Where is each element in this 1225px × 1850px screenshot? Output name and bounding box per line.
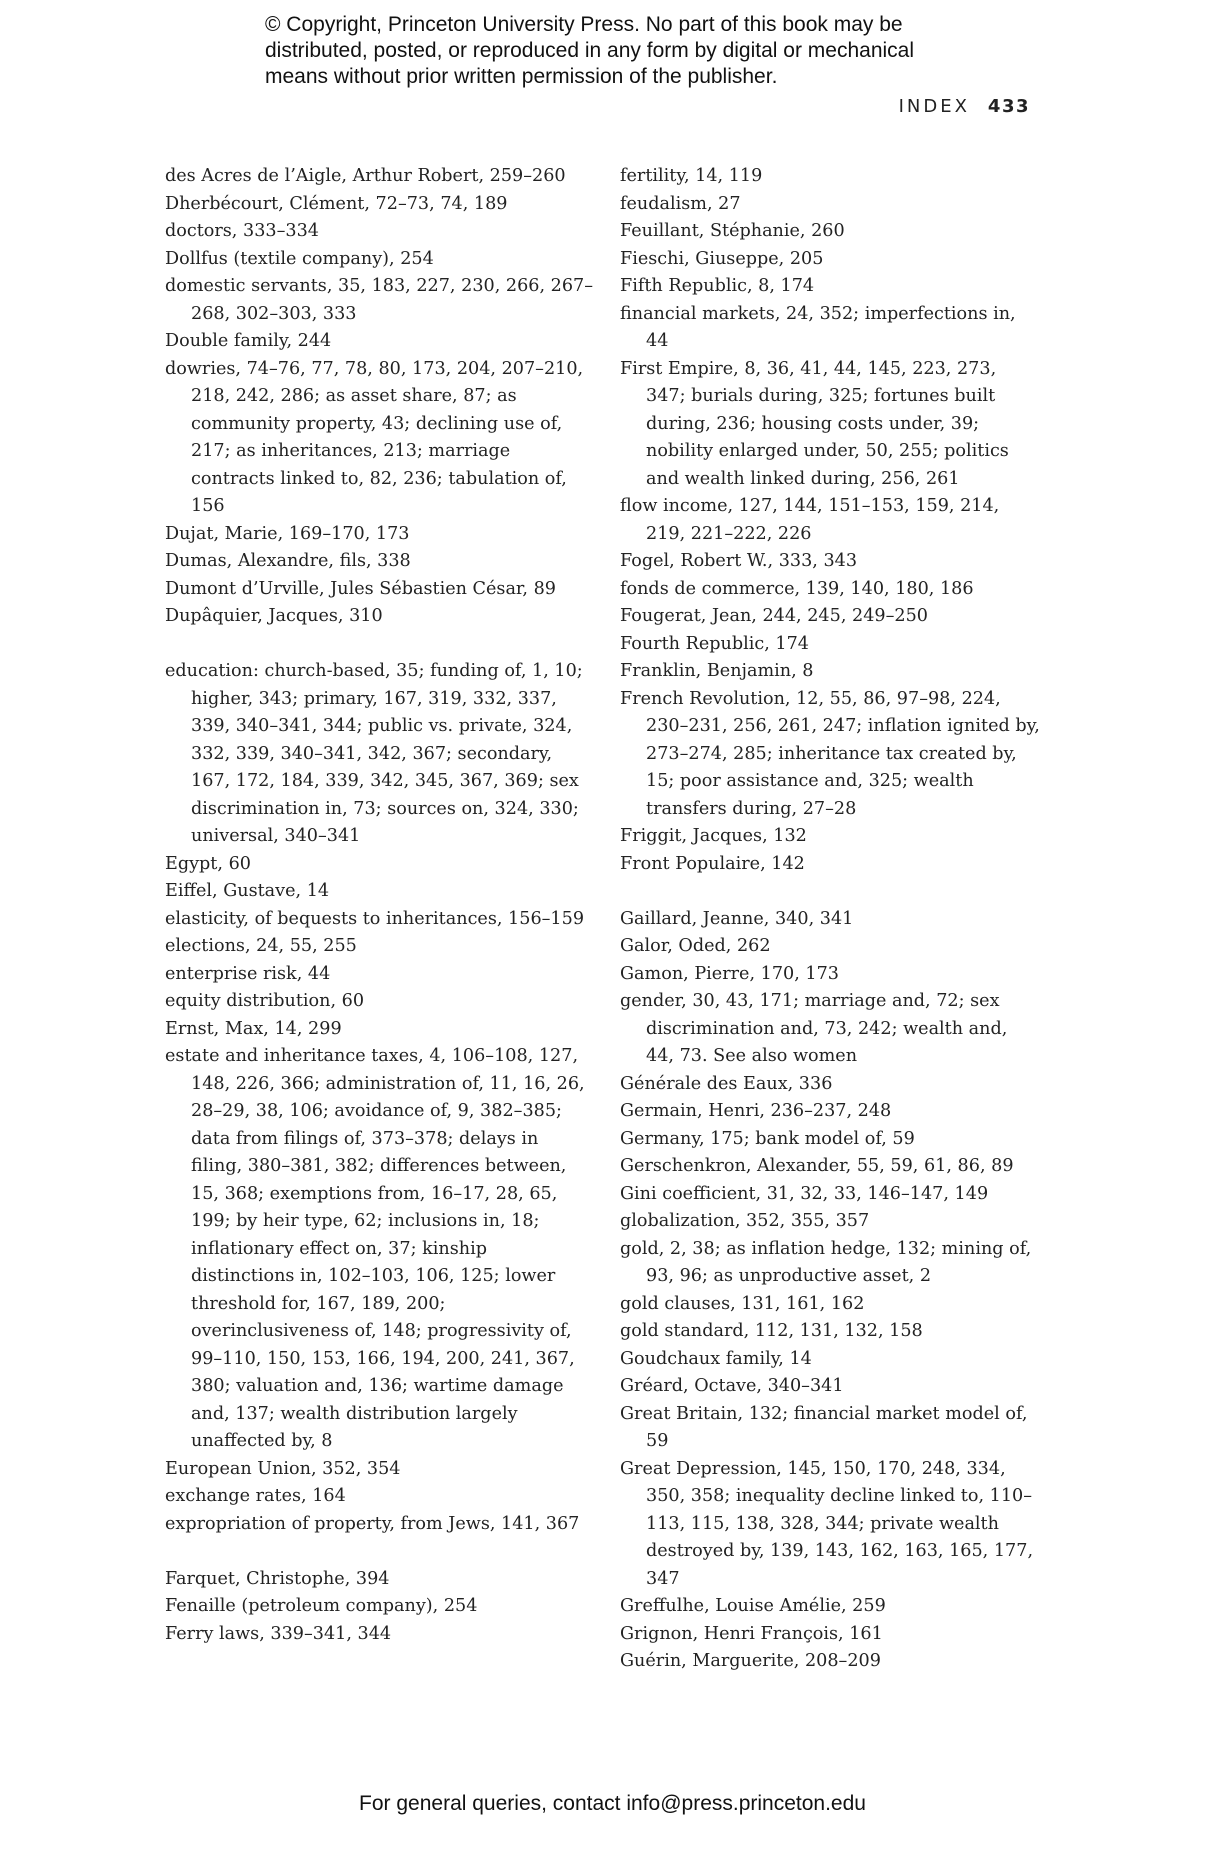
index-entry: Grignon, Henri François, 161 — [620, 1623, 883, 1644]
index-entry: enterprise risk, 44 — [165, 963, 331, 984]
footer-contact: For general queries, contact info@press.princeton.edu — [359, 1792, 866, 1815]
index-entry: Guérin, Marguerite, 208–209 — [620, 1651, 881, 1671]
index-entry: fonds de commerce, 139, 140, 180, 186 — [620, 578, 974, 599]
index-entry: Gerschenkron, Alexander, 55, 59, 61, 86, 89 — [620, 1156, 1014, 1176]
index-entry: Gini coefficient, 31, 32, 33, 146–147, 149 — [620, 1183, 989, 1204]
index-entry: elections, 24, 55, 255 — [165, 936, 357, 956]
index-entry: Dupâquier, Jacques, 310 — [165, 606, 383, 626]
index-entry: First Empire, 8, 36, 41, 44, 145, 223, 273, 347; burials during, 325; fortunes built during, 236; housing costs under, 39; nobility enlarged under, 50, 255; politics and wealth linked during, 256, 261 — [620, 358, 1009, 489]
index-entry: Générale des Eaux, 336 — [620, 1073, 833, 1094]
running-head — [0, 96, 1030, 117]
index-entry: feudalism, 27 — [620, 193, 741, 214]
index-entry: Egypt, 60 — [165, 853, 251, 874]
index-entry: Fenaille (petroleum company), 254 — [165, 1596, 478, 1616]
copyright-line: © Copyright, Princeton University Press. No part of this book may be — [265, 13, 903, 36]
index-entry: Germany, 175; bank model of, 59 — [620, 1128, 915, 1149]
index-entry: financial markets, 24, 352; imperfections in, 44 — [620, 303, 1016, 351]
index-entry: gold, 2, 38; as inflation hedge, 132; mining of, 93, 96; as unproductive asset, 2 — [620, 1238, 1032, 1286]
index-entry: Gamon, Pierre, 170, 173 — [620, 963, 839, 984]
index-entry: gender, 30, 43, 171; marriage and, 72; sex discrimination and, 73, 242; wealth and, 44, 73. See also women — [620, 991, 1008, 1066]
index-entry: Dherbécourt, Clément, 72–73, 74, 189 — [165, 193, 508, 214]
index-entry: Greffulhe, Louise Amélie, 259 — [620, 1596, 886, 1616]
index-entry: Fougerat, Jean, 244, 245, 249–250 — [620, 606, 928, 626]
index-entry: flow income, 127, 144, 151–153, 159, 214, 219, 221–222, 226 — [620, 496, 1000, 544]
index-entry: Germain, Henri, 236–237, 248 — [620, 1101, 892, 1121]
index-entry: expropriation of property, from Jews, 141, 367 — [165, 1513, 580, 1534]
index-entry: Double family, 244 — [165, 331, 332, 351]
index-entry: Dujat, Marie, 169–170, 173 — [165, 523, 410, 544]
index-entry: Friggit, Jacques, 132 — [620, 826, 807, 846]
index-entry: Ernst, Max, 14, 299 — [165, 1018, 342, 1039]
index-entry: elasticity, of bequests to inheritances, 156–159 — [165, 908, 585, 929]
index-entry: Goudchaux family, 14 — [620, 1348, 812, 1369]
index-entry: Dollfus (textile company), 254 — [165, 248, 434, 269]
index-entry: des Acres de l’Aigle, Arthur Robert, 259–260 — [165, 166, 566, 186]
index-entry: gold clauses, 131, 161, 162 — [620, 1293, 865, 1314]
copyright-notice — [265, 12, 1025, 90]
running-head-label: INDEX — [898, 96, 970, 117]
index-entry: estate and inheritance taxes, 4, 106–108, 127, 148, 226, 366; administration of, 11, 16, 26, 28–29, 38, 106; avoidance of, 9, 382–385; data from filings of, 373–378; delays in filing, 380–381, 382; differences between, 15, 368; exemptions from, 16–17, 28, 65, 199; by heir type, 62; inclusions in, 18; inflationary effect on, 37; kinship distinctions in, 102–103, 106, 125; lower threshold for, 167, 189, 200; overinclusiveness of, 148; progressivity of, 99–110, 150, 153, 166, 194, 200, 241, 367, 380; valuation and, 136; wartime damage and, 137; wealth distribution largely unaffected by, 8 — [165, 1046, 585, 1451]
index-entry: Front Populaire, 142 — [620, 853, 805, 874]
index-entry: Franklin, Benjamin, 8 — [620, 661, 814, 681]
index-entry: globalization, 352, 355, 357 — [620, 1211, 870, 1231]
index-entry: European Union, 352, 354 — [165, 1458, 401, 1479]
index-entry: Dumas, Alexandre, fils, 338 — [165, 551, 411, 571]
index-entry: French Revolution, 12, 55, 86, 97–98, 224, 230–231, 256, 261, 247; inflation ignited by, 273–274, 285; inheritance tax created by, 15; poor assistance and, 325; wealth transfers during, 27–28 — [620, 688, 1040, 819]
index-entry: Ferry laws, 339–341, 344 — [165, 1623, 392, 1644]
copyright-line: means without prior written permission of the publisher. — [265, 65, 778, 88]
index-entry: Feuillant, Stéphanie, 260 — [620, 221, 845, 241]
index-entry: education: church-based, 35; funding of, 1, 10; higher, 343; primary, 167, 319, 332, 337, 339, 340–341, 344; public vs. private, 324, 332, 339, 340–341, 342, 367; secondary, 167, 172, 184, 339, 342, 345, 367, 369; sex discrimination in, 73; sources on, 324, 330; universal, 340–341 — [165, 661, 583, 846]
index-entry: Fifth Republic, 8, 174 — [620, 276, 815, 296]
index-entry: fertility, 14, 119 — [620, 166, 763, 186]
index-entry: Great Britain, 132; financial market model of, 59 — [620, 1403, 1028, 1451]
index-column-right — [620, 163, 1040, 1676]
section-gap — [165, 631, 595, 659]
index-entry: domestic servants, 35, 183, 227, 230, 266, 267–268, 302–303, 333 — [165, 276, 594, 324]
index-entry: Fogel, Robert W., 333, 343 — [620, 551, 858, 571]
copyright-line: distributed, posted, or reproduced in any form by digital or mechanical — [265, 39, 915, 62]
index-entry: exchange rates, 164 — [165, 1486, 346, 1506]
index-entry: Dumont d’Urville, Jules Sébastien César, 89 — [165, 578, 556, 599]
index-column-left — [165, 163, 595, 1648]
index-entry: Farquet, Christophe, 394 — [165, 1568, 390, 1589]
index-entry: gold standard, 112, 131, 132, 158 — [620, 1321, 923, 1341]
section-gap — [620, 878, 1040, 906]
index-entry: doctors, 333–334 — [165, 221, 319, 241]
index-entry: Gréard, Octave, 340–341 — [620, 1376, 844, 1396]
index-entry: Fourth Republic, 174 — [620, 633, 809, 654]
section-gap — [165, 1538, 595, 1566]
index-entry: Eiffel, Gustave, 14 — [165, 881, 330, 901]
index-entry: Galor, Oded, 262 — [620, 936, 771, 956]
index-entry: equity distribution, 60 — [165, 991, 365, 1011]
index-entry: dowries, 74–76, 77, 78, 80, 173, 204, 207–210, 218, 242, 286; as asset share, 87; as community property, 43; declining use of, 217; as inheritances, 213; marriage contracts linked to, 82, 236; tabulation of, 156 — [165, 358, 584, 516]
index-entry: Great Depression, 145, 150, 170, 248, 334, 350, 358; inequality decline linked to, 110–113, 115, 138, 328, 344; private wealth destroyed by, 139, 143, 162, 163, 165, 177, 347 — [620, 1458, 1034, 1589]
index-entry: Gaillard, Jeanne, 340, 341 — [620, 908, 854, 929]
index-entry: Fieschi, Giuseppe, 205 — [620, 248, 824, 269]
page-number: 433 — [987, 96, 1030, 117]
